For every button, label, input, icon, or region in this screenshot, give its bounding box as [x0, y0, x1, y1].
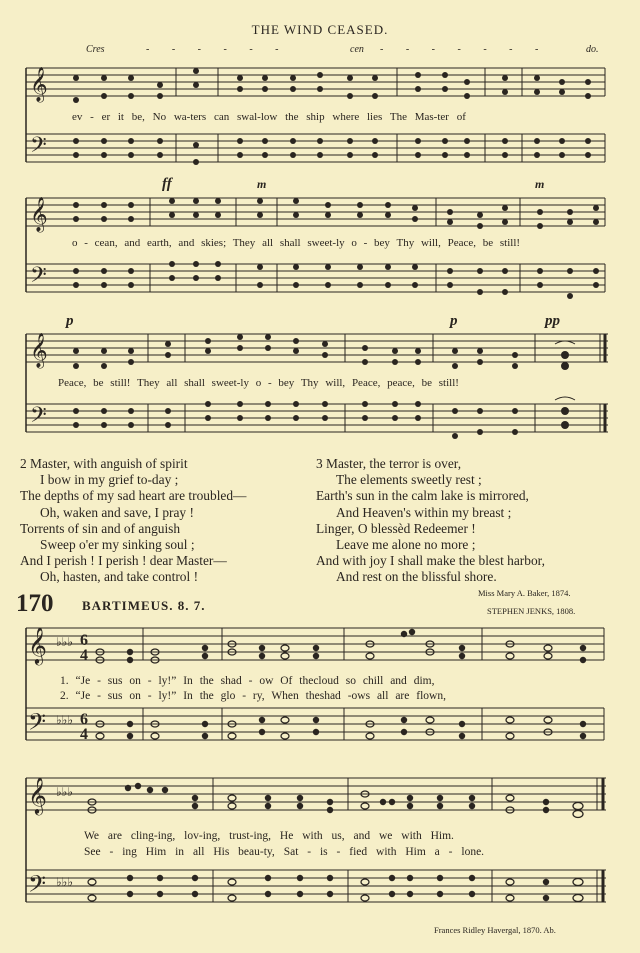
lyrics-line: Peace, be still! They all shall sweet-ly o - bey Thy will, Peace, peace, be still! [58, 377, 459, 389]
dynamic-p: p [450, 313, 458, 329]
svg-text:𝄞: 𝄞 [28, 627, 47, 663]
svg-text:4: 4 [80, 647, 88, 664]
lyrics-line-verse-1: 1. “Je - sus on - ly!” In the shad - ow Of thecloud so chill and dim, [60, 675, 435, 687]
music-system-5 [0, 762, 640, 922]
dynamic-pp: pp [545, 313, 560, 329]
hymn-number: 170 [16, 590, 54, 617]
svg-text:𝄞: 𝄞 [30, 198, 48, 231]
svg-text:𝄢: 𝄢 [28, 710, 47, 741]
page-title: THE WIND CEASED. [251, 22, 389, 37]
svg-text:𝄢: 𝄢 [30, 403, 47, 432]
dynamic-p: p [66, 313, 74, 329]
svg-text:♭♭♭: ♭♭♭ [56, 785, 73, 799]
lyrics-line: o - cean, and earth, and skies; They all shall sweet-ly o - bey Thy will, Peace, be still! [72, 237, 521, 249]
dynamic-cres: Cres [86, 44, 105, 55]
svg-text:6: 6 [80, 711, 88, 728]
svg-text:♭♭♭: ♭♭♭ [56, 635, 73, 649]
lyrics-line-verse-2: 2. “Je - sus on - ly!” In the glo - ry, When theshad -ows all are flown, [60, 690, 446, 702]
svg-text:♭♭♭: ♭♭♭ [56, 875, 73, 889]
lyrics-line-verse-2: See - ing Him in all His beau-ty, Sat - is - fied with Him a - lone. [84, 846, 485, 858]
verse-2: 2 Master, with anguish of spirit I bow in my grief to-day ; The depths of my sad heart are troubled— Oh, waken and save, I pray ! Torrents of sin and of anguish Sweep o'er my sinking soul ; And I perish ! I perish ! dear Master— Oh, hasten, and take control ! [20, 456, 247, 585]
svg-text:𝄢: 𝄢 [28, 872, 47, 903]
hymn-title: BARTIMEUS. 8. 7. [82, 598, 206, 613]
dynamic-ff: ff [162, 176, 172, 192]
svg-text:𝄞: 𝄞 [28, 777, 47, 813]
verse-3: 3 Master, the terror is over, The elements sweetly rest ; Earth's sun in the calm lake is mirrored, And Heaven's within my breast ; Linger, O blessèd Redeemer ! Leave me alone no more ; And with joy I shall make the blest harbor, And rest on the blissful shore. [316, 456, 545, 585]
svg-text:𝄞: 𝄞 [30, 68, 48, 101]
svg-text:𝄞: 𝄞 [30, 334, 48, 367]
dynamic-dashes: - - - - - - - [380, 44, 549, 55]
svg-text:𝄢: 𝄢 [30, 263, 47, 292]
lyrics-line-verse-1: We are cling-ing, lov-ing, trust-ing, He with us, and we with Him. [84, 830, 454, 842]
svg-text:6: 6 [80, 632, 88, 649]
dynamic-m: m [257, 177, 267, 191]
svg-text:4: 4 [80, 726, 88, 743]
composer-credit: STEPHEN JENKS, 1808. [487, 606, 576, 616]
dynamic-cen: cen [350, 44, 364, 55]
dynamic-dashes: - - - - - - [146, 44, 289, 55]
svg-text:𝄢: 𝄢 [30, 133, 47, 162]
author-credit: Miss Mary A. Baker, 1874. [478, 588, 571, 598]
dynamic-m: m [535, 177, 545, 191]
svg-text:♭♭♭: ♭♭♭ [56, 713, 73, 727]
dynamic-do: do. [586, 44, 599, 55]
author-credit: Frances Ridley Havergal, 1870. Ab. [434, 925, 556, 935]
lyrics-line: ev - er it be, No wa-ters can swal-low the ship where lies The Mas-ter of [72, 111, 466, 123]
